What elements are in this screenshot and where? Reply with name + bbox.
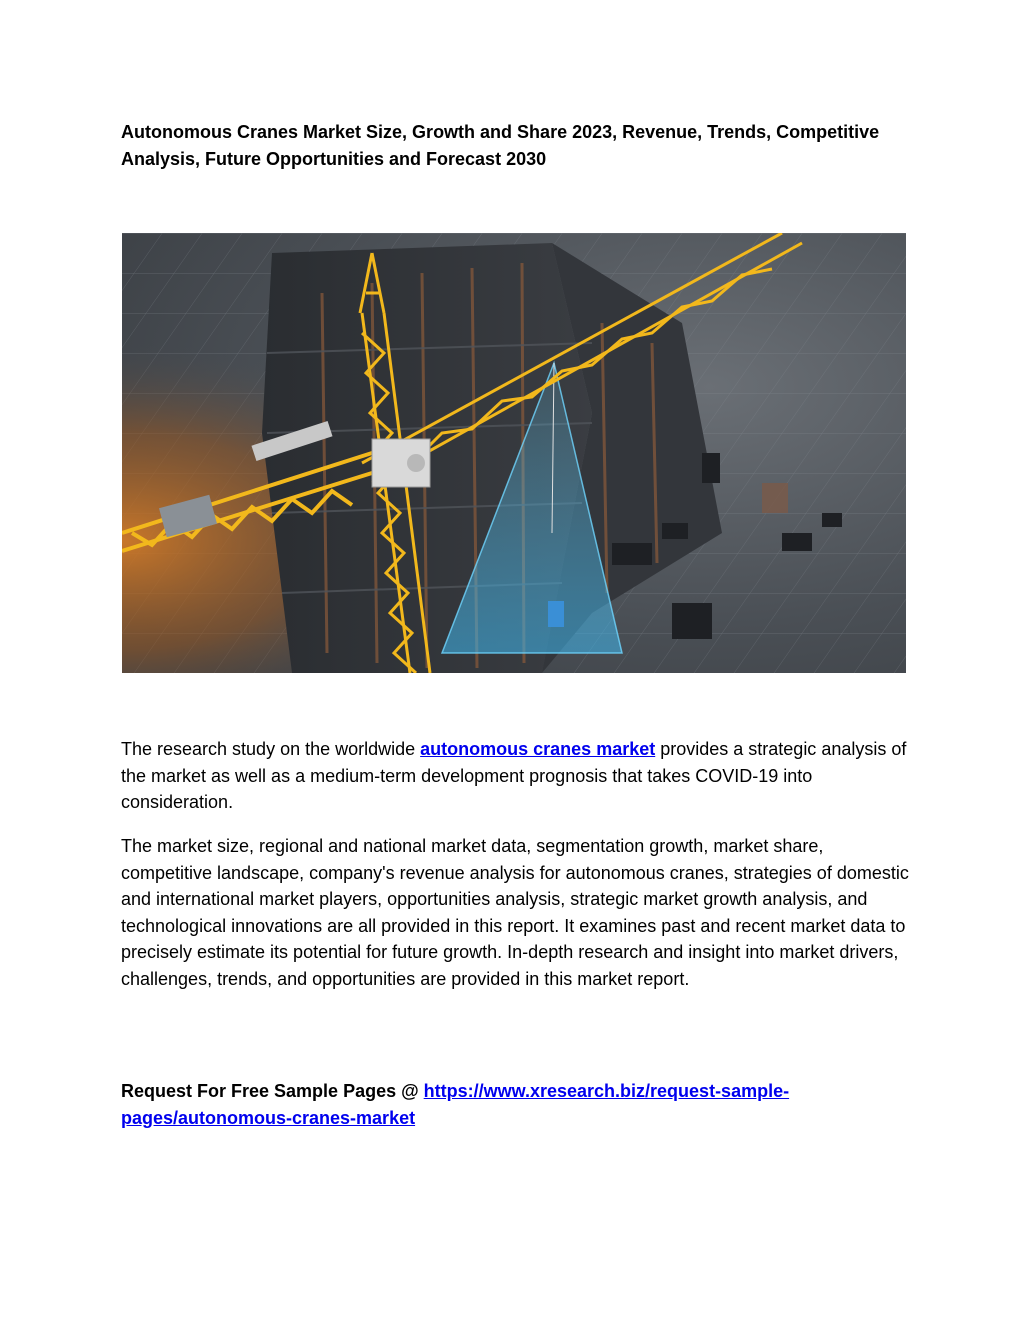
details-paragraph: The market size, regional and national market data, segmentation growth, market share, competitive landscape, company's revenue analysis for autonomous cranes, strategies of domestic and international market players, opportunities analysis, strategic market growth analysis, and technological innovations are all provided in this report. It examines past and recent market data to precisely estimate its potential for future growth. In-depth research and insight into market drivers, challenges, trends, and opportunities are provided in this market report. xyxy=(121,836,909,989)
hero-image xyxy=(122,233,906,673)
autonomous-crane-illustration-icon xyxy=(122,233,906,673)
page-title: Autonomous Cranes Market Size, Growth and Share 2023, Revenue, Trends, Competitive Analysis, Future Opportunities and Forecast 2030 xyxy=(121,122,880,169)
intro-paragraph xyxy=(121,736,911,816)
intro-text-start: The research study on the worldwide xyxy=(121,739,421,759)
request-label: Request For Free Sample Pages @ xyxy=(121,1081,424,1101)
request-sample-line xyxy=(121,1078,911,1132)
request-sample-link[interactable]: https://www.xresearch.biz/request-sample-pages/autonomous-cranes-market xyxy=(121,1081,790,1128)
market-link[interactable]: autonomous cranes market xyxy=(420,739,656,759)
intro-text-end: provides a strategic analysis of the market as well as a medium-term development prognosis that takes COVID-19 into consideration. xyxy=(121,739,907,812)
